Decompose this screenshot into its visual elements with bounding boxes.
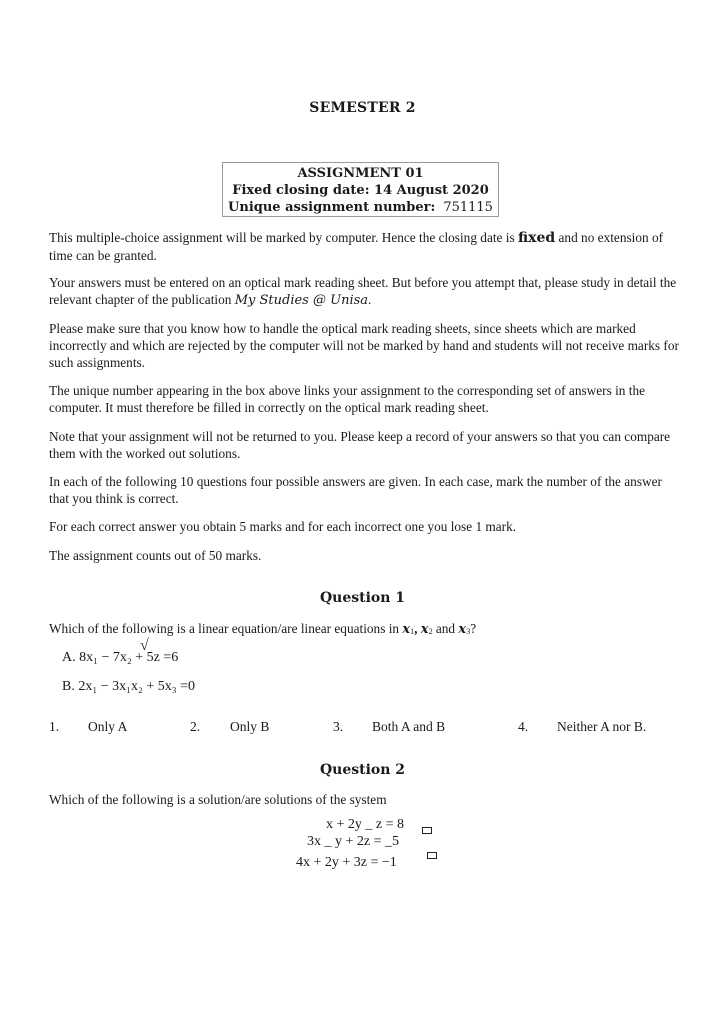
- q1-prompt-a: Which of the following is a linear equation/are linear equations in: [49, 621, 403, 636]
- system-equation-3: 4x + 2y + 3z = −1: [296, 855, 397, 870]
- q1-prompt-b: and: [432, 621, 459, 636]
- assignment-box: [222, 162, 499, 217]
- option-3-text: Both A and B: [372, 719, 446, 734]
- placeholder-box-icon: [427, 852, 437, 859]
- unique-assignment-number: [223, 199, 498, 216]
- uan-label: Unique assignment number:: [228, 200, 436, 215]
- option-2-number: 2.: [190, 719, 201, 734]
- semester-heading: SEMESTER 2: [309, 100, 416, 116]
- closing-date: Fixed closing date: 14 August 2020: [232, 183, 489, 198]
- paragraph-answer-sheet: [49, 274, 679, 309]
- paragraph-instructions: In each of the following 10 questions four possible answers are given. In each case, mark the number of the answer that you think is correct.: [49, 474, 662, 506]
- paragraph-marking: [49, 229, 679, 264]
- fixed-word: fixed: [517, 230, 556, 246]
- option-2-text: Only B: [230, 719, 270, 734]
- option-4-text: Neither A nor B.: [557, 719, 647, 734]
- paragraph-total: The assignment counts out of 50 marks.: [49, 548, 262, 563]
- uan-value: 751115: [443, 200, 493, 215]
- assignment-title: ASSIGNMENT 01: [297, 166, 424, 181]
- publication-title: My Studies @ Unisa: [234, 293, 369, 308]
- question1-prompt: Which of the following is a linear equation/are linear equations in $x_1$, $x_2$ and $x_3$?: [49, 621, 477, 637]
- option-1-number: 1.: [49, 719, 60, 734]
- option-4-number: 4.: [518, 719, 529, 734]
- system-equation-2: 3x _ y + 2z = _5: [307, 834, 400, 849]
- option-3-number: 3.: [333, 719, 344, 734]
- placeholder-box-icon: [422, 827, 432, 834]
- paragraph-handling: Please make sure that you know how to handle the optical mark reading sheets, since sheets which are marked incorrectly and which are rejected by the computer will not be marked by hand and students will not receive marks for such assignments.: [49, 321, 679, 370]
- p1-text-end: and no extension of time can be granted.: [49, 230, 664, 263]
- option-1-text: Only A: [88, 719, 128, 734]
- paragraph-scoring: For each correct answer you obtain 5 marks and for each incorrect one you lose 1 mark.: [49, 519, 517, 534]
- question1-heading: Question 1: [319, 590, 406, 606]
- equation-b: B. 2x₁ − 3x₁x₂ + 5x₃ =0: [62, 679, 196, 694]
- system-equation-1: x + 2y _ z = 8: [326, 817, 405, 832]
- equation-a: A. 8x₁ − 7x₂ + 5z =6: [62, 650, 179, 665]
- q1-prompt-c: ?: [470, 621, 477, 636]
- question2-prompt: Which of the following is a solution/are solutions of the system: [49, 792, 387, 807]
- p1-text: This multiple-choice assignment will be marked by computer. Hence the closing date is: [49, 230, 518, 245]
- check-mark-icon: √: [140, 637, 149, 654]
- question2-heading: Question 2: [319, 762, 406, 778]
- p2-text-end: .: [368, 292, 372, 307]
- p2-text: Your answers must be entered on an optical mark reading sheet. But before you attempt that, please study in detail the relevant chapter of the publication: [49, 275, 677, 307]
- paragraph-returned: Note that your assignment will not be returned to you. Please keep a record of your answers so that you can compare them with the worked out solutions.: [49, 429, 671, 461]
- paragraph-unique-number: The unique number appearing in the box above links your assignment to the corresponding set of answers in the computer. It must therefore be filled in correctly on the optical mark reading sheet.: [49, 383, 646, 415]
